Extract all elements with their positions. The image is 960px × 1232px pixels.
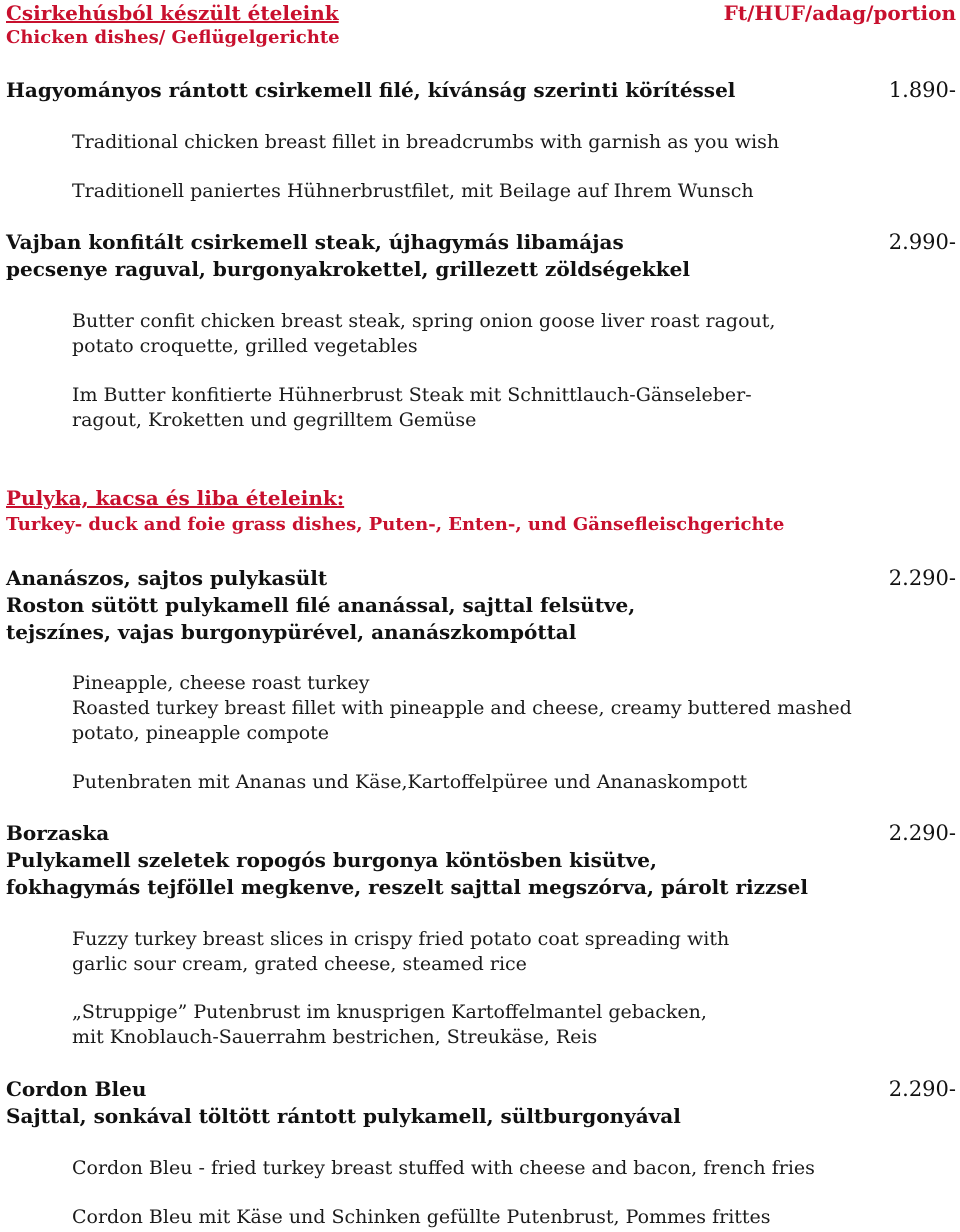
dish-description-de: Cordon Bleu mit Käse und Schinken gefüllte Putenbrust, Pommes frittes bbox=[72, 1206, 771, 1228]
poultry-section-subtitle: Turkey- duck and foie grass dishes, Puten-, Enten-, und Gänsefleischgerichte bbox=[6, 514, 785, 535]
dish-description-en: Butter confit chicken breast steak, spring onion goose liver roast ragout, potato croquette, grilled vegetables bbox=[72, 310, 776, 357]
dish-description-en: Traditional chicken breast fillet in breadcrumbs with garnish as you wish bbox=[72, 131, 780, 153]
dish-description-en: Pineapple, cheese roast turkey Roasted turkey breast fillet with pineapple and cheese, creamy buttered mashed potato, pineapple compote bbox=[72, 672, 852, 744]
dish-description-de: Im Butter konfitierte Hühnerbrust Steak mit Schnittlauch-Gänseleber- ragout, Kroketten und gegrilltem Gemüse bbox=[72, 384, 752, 431]
dish-name: Vajban konfitált csirkemell steak, újhagymás libamájas bbox=[6, 230, 624, 254]
menu-page bbox=[6, 0, 956, 1232]
dish-name-continued: Pulykamell szeletek ropogós burgonya köntösben kisütve, bbox=[6, 848, 657, 872]
dish-price: 2.290- bbox=[888, 1077, 956, 1101]
dish-price: 1.890- bbox=[888, 78, 956, 102]
dish-name-continued: fokhagymás tejföllel megkenve, reszelt sajttal megszórva, párolt rizzsel bbox=[6, 875, 808, 899]
dish-name: Hagyományos rántott csirkemell filé, kívánság szerinti körítéssel bbox=[6, 78, 736, 102]
chicken-section-title: Csirkehúsból készült ételeink bbox=[6, 1, 339, 25]
dish-price: 2.290- bbox=[888, 821, 956, 845]
dish-price: 2.990- bbox=[888, 230, 956, 254]
dish-name: Borzaska bbox=[6, 821, 110, 845]
dish-description-de: Putenbraten mit Ananas und Käse,Kartoffelpüree und Ananaskompott bbox=[72, 771, 748, 793]
dish-name-continued: tejszínes, vajas burgonypürével, ananászkompóttal bbox=[6, 620, 577, 644]
dish-description-de: „Struppige” Putenbrust im knusprigen Kartoffelmantel gebacken, mit Knoblauch-Sauerrahm bestrichen, Streukäse, Reis bbox=[72, 1001, 707, 1048]
dish-description-de: Traditionell paniertes Hühnerbrustfilet, mit Beilage auf Ihrem Wunsch bbox=[72, 180, 754, 202]
dish-name: Ananászos, sajtos pulykasült bbox=[6, 566, 328, 590]
dish-description-en: Cordon Bleu - fried turkey breast stuffed with cheese and bacon, french fries bbox=[72, 1157, 815, 1179]
dish-description-en: Fuzzy turkey breast slices in crispy fried potato coat spreading with garlic sour cream, grated cheese, steamed rice bbox=[72, 928, 730, 975]
dish-price: 2.290- bbox=[888, 566, 956, 590]
unit-header: Ft/HUF/adag/portion bbox=[723, 1, 956, 25]
chicken-section-subtitle: Chicken dishes/ Geflügelgerichte bbox=[6, 27, 340, 48]
dish-name-continued: pecsenye raguval, burgonyakrokettel, grillezett zöldségekkel bbox=[6, 257, 690, 281]
dish-name-continued: Roston sütött pulykamell filé ananással, sajttal felsütve, bbox=[6, 593, 636, 617]
dish-name: Cordon Bleu bbox=[6, 1077, 147, 1101]
dish-name-continued: Sajttal, sonkával töltött rántott pulykamell, sültburgonyával bbox=[6, 1104, 681, 1128]
poultry-section-title: Pulyka, kacsa és liba ételeink: bbox=[6, 486, 345, 510]
